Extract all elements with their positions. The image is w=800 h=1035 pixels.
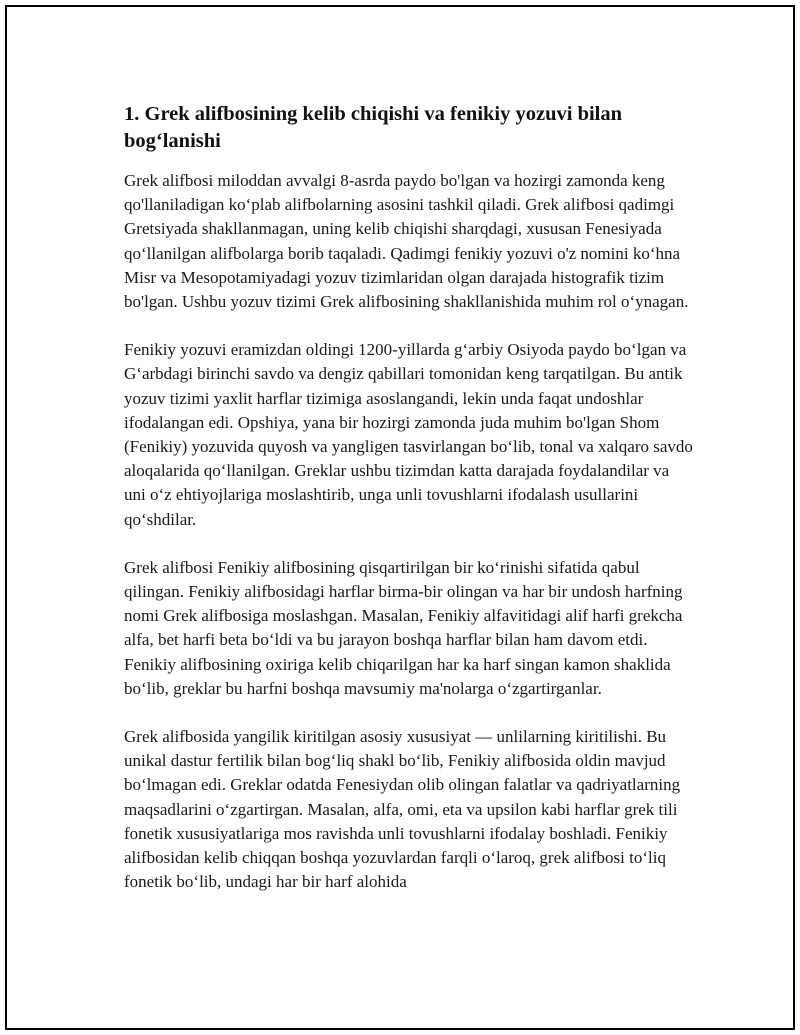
- paragraph: Grek alifbosida yangilik kiritilgan asosiy xususiyat — unlilarning kiritilishi. Bu unikal dastur fertilik bilan bog‘liq shakl bo‘lib, Fenikiy alifbosida oldin mavjud bo‘lmagan edi. Greklar odatda Fenesiydan olib olingan falatlar va qadriyatlarning maqsadlarini o‘zgartirgan. Masalan, alfa, omi, eta va upsilon kabi harflar grek tili fonetik xususiyatlariga mos ravishda unli tovushlarni ifodalay boshladi. Fenikiy alifbosidan kelib chiqqan boshqa yozuvlardan farqli o‘laroq, grek alifbosi to‘liq fonetik bo‘lib, undagi har bir harf alohida: [124, 727, 681, 892]
- page-frame: [5, 5, 795, 1030]
- paragraph: Fenikiy yozuvi eramizdan oldingi 1200-yillarda g‘arbiy Osiyoda paydo bo‘lgan va G‘arbdagi birinchi savdo va dengiz qabillari tomonidan keng tarqatilgan. Bu antik yozuv tizimi yaxlit harflar tizimiga asoslangandi, lekin unda faqat undoshlar ifodalangan edi. Opshiya, yana bir hozirgi zamonda juda muhim bo'lgan Shom (Fenikiy) yozuvida quyosh va yangligen tasvirlangan bo‘lib, tonal va xalqaro savdo aloqalarida qo‘llanilgan. Greklar ushbu tizimdan katta darajada foydalandilar va uni o‘z ehtiyojlariga moslashtirib, unga unli tovushlarni ifodalash usullarini qo‘shdilar.: [124, 340, 693, 529]
- section-heading: 1. Grek alifbosining kelib chiqishi va fenikiy yozuvi bilan bog‘lanishi: [124, 103, 623, 152]
- document-body: [124, 101, 694, 918]
- paragraph: Grek alifbosi miloddan avvalgi 8-asrda paydo bo'lgan va hozirgi zamonda keng qo'llaniladigan ko‘plab alifbolarning asosini tashkil qiladi. Grek alifbosi qadimgi Gretsiyada shakllanmagan, uning kelib chiqishi sharqdagi, xususan Fenesiyada qo‘llanilgan alifbolarga borib taqaladi. Qadimgi fenikiy yozuvi o'z nomini ko‘hna Misr va Mesopotamiyadagi yozuv tizimlaridan olgan darajada histografik tizim bo'lgan. Ushbu yozuv tizimi Grek alifbosining shakllanishida muhim rol o‘ynagan.: [124, 171, 689, 312]
- paragraph: Grek alifbosi Fenikiy alifbosining qisqartirilgan bir ko‘rinishi sifatida qabul qilingan. Fenikiy alifbosidagi harflar birma-bir olingan va har bir undosh harfning nomi Grek alifbosiga moslashgan. Masalan, Fenikiy alfavitidagi alif harfi grekcha alfa, bet harfi beta bo‘ldi va bu jarayon boshqa harflar bilan ham davom etdi. Fenikiy alifbosining oxiriga kelib chiqarilgan har ka harf singan kamon shaklida bo‘lib, greklar bu harfni boshqa mavsumiy ma'nolarga o‘zgartirganlar.: [124, 557, 683, 698]
